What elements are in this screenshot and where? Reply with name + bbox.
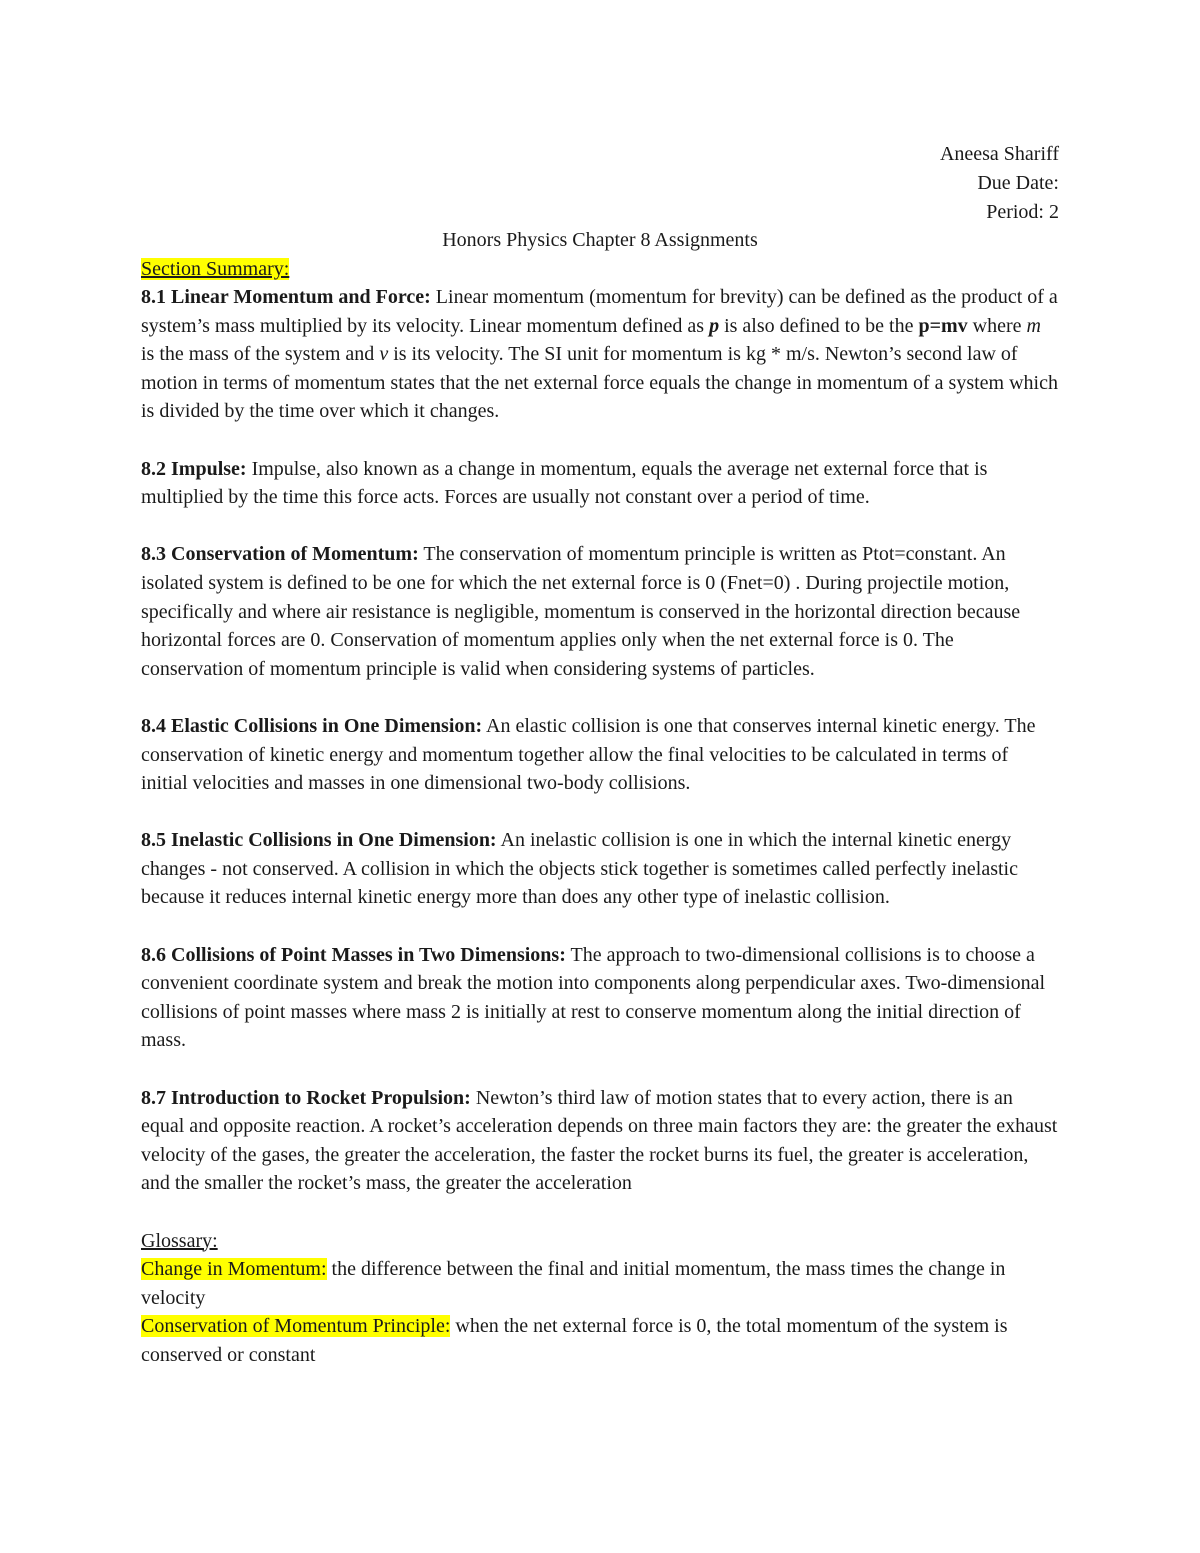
symbol-p: p [709,314,720,337]
section-8-6 [141,941,1059,1055]
paragraph-gap [141,912,1059,941]
section-heading: 8.7 Introduction to Rocket Propulsion: [141,1086,471,1109]
formula-p-mv: p=mv [918,314,968,337]
document-title: Honors Physics Chapter 8 Assignments [442,229,758,251]
glossary-label [141,1227,1059,1256]
class-period: Period: 2 [986,201,1059,223]
section-text: An elastic collision is one that conserves internal kinetic energy. The conservation of kinetic energy and momentum together allow the final velocities to be calculated in terms of initial velocities and masses in one dimensional two-body collisions. [141,714,1036,795]
document-page [141,140,1059,1370]
section-heading: 8.6 Collisions of Point Masses in Two Dimensions: [141,943,566,966]
student-name: Aneesa Shariff [939,143,1059,165]
paragraph-gap [141,512,1059,541]
paragraph-gap [141,1198,1059,1227]
paragraph-gap [141,426,1059,455]
section-8-3 [141,540,1059,683]
section-summary-label-text: Section Summary: [141,258,290,280]
paragraph-gap [141,798,1059,827]
section-summary-label [141,255,1059,283]
section-text: is its velocity. The SI unit for momentum is kg * m/s. Newton’s second law of motion in terms of momentum states that the net external force equals the change in momentum of a system which is divided by the time over which it changes. [141,343,1058,423]
due-date: Due Date: [977,172,1059,194]
section-text: The conservation of momentum principle is written as Ptot=constant. An isolated system is defined to be one for which the net external force is 0 (Fnet=0) . During projectile motion, specifically and where air resistance is negligible, momentum is conserved in the horizontal direction because horizontal forces are 0. Conservation of momentum applies only when the net external force is 0. The conservation of momentum principle is valid when considering systems of particles. [141,543,1021,680]
section-heading: 8.2 Impulse: [141,457,247,480]
glossary-term: Conservation of Momentum Principle: [141,1315,451,1338]
section-text: where [967,314,1027,337]
section-text: An inelastic collision is one in which the internal kinetic energy changes - not conserved. A collision in which the objects stick together is sometimes called perfectly inelastic because it reduces internal kinetic energy more than does any other type of inelastic collision. [141,829,1018,909]
section-8-2 [141,455,1059,512]
section-8-7 [141,1084,1059,1198]
glossary-label-text: Glossary: [141,1229,218,1252]
paragraph-gap [141,1055,1059,1084]
section-text: Impulse, also known as a change in momentum, equals the average net external force that is multiplied by the time this force acts. Forces are usually not constant over a period of time. [141,457,988,509]
glossary-term: Change in Momentum: [141,1258,327,1281]
section-heading: 8.3 Conservation of Momentum: [141,543,419,566]
symbol-v: v [379,343,389,366]
student-header [141,140,1059,227]
symbol-m: m [1026,314,1041,337]
section-heading: 8.4 Elastic Collisions in One Dimension: [141,714,483,737]
section-8-4 [141,712,1059,798]
section-text: The approach to two-dimensional collisions is to choose a convenient coordinate system and break the motion into components along perpendicular axes. Two-dimensional collisions of point masses where mass 2 is initially at rest to conserve momentum along the initial direction of mass. [141,943,1046,1052]
glossary-definition: the difference between the final and initial momentum, the mass times the change in velocity [141,1258,1006,1309]
paragraph-gap [141,683,1059,712]
glossary-entry [141,1312,1059,1369]
section-heading: 8.1 Linear Momentum and Force: [141,286,431,308]
section-heading: 8.5 Inelastic Collisions in One Dimension: [141,829,497,852]
section-text: is the mass of the system and [141,343,380,366]
section-text: Newton’s third law of motion states that to every action, there is an equal and opposite reaction. A rocket’s acceleration depends on three main factors they are: the greater the exhaust velocity of the gases, the greater the acceleration, the faster the rocket burns its fuel, the greater is acceleration, and the smaller the rocket’s mass, the greater the acceleration [141,1086,1058,1195]
section-text: Linear momentum (momentum for brevity) can be defined as the product of a system’s mass multiplied by its velocity. Linear momentum defined as [141,286,1058,337]
section-text: is also defined to be the [719,314,919,337]
section-8-5 [141,826,1059,912]
section-8-1 [141,283,1059,426]
glossary-definition: when the net external force is 0, the total momentum of the system is conserved or constant [141,1315,1008,1366]
glossary-entry [141,1255,1059,1312]
